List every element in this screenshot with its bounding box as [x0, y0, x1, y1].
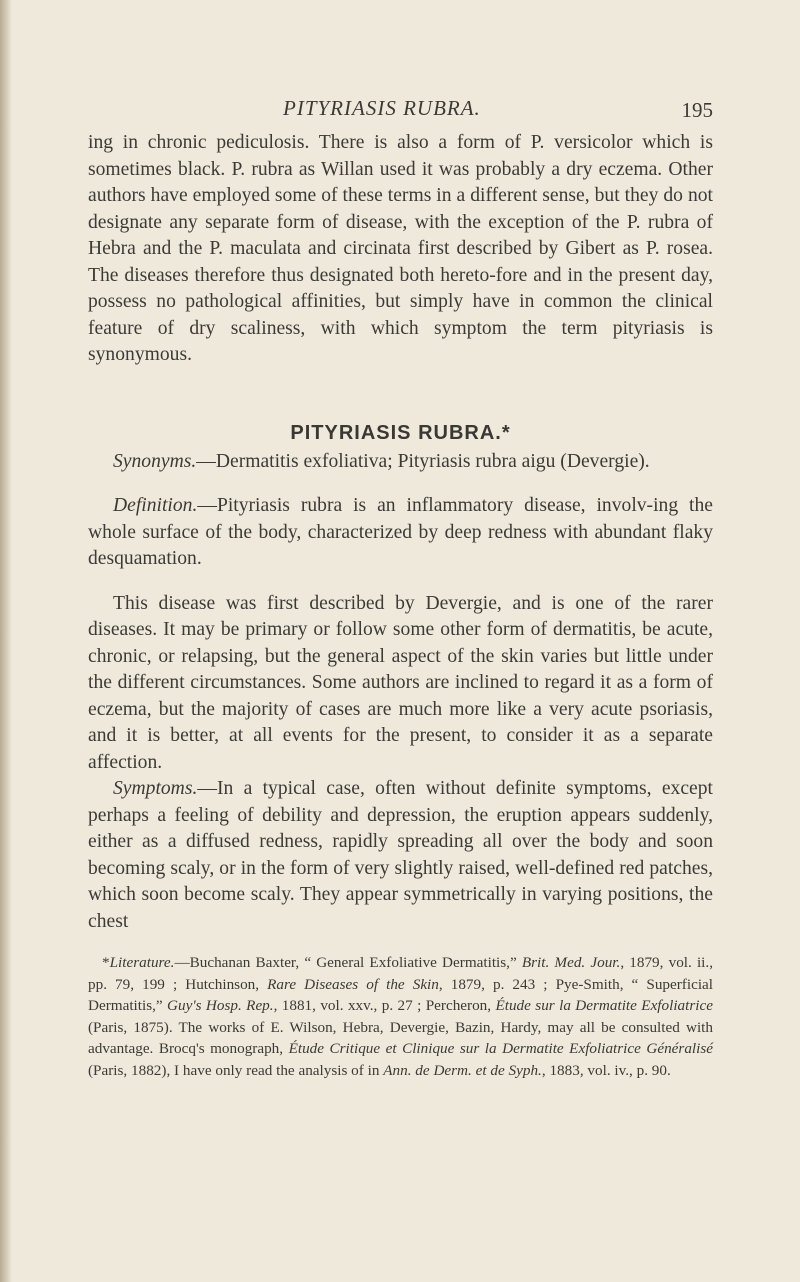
symptoms-text: —In a typical case, often without definite symptoms, except perhaps a feeling of debility and depression, the eruption appears suddenly, either as a diffused redness, rapidly spreading all over the body and soon becoming scaly, or in the form of very slightly raised, well-defined red patches, which soon become scaly. They appear symmetrically in varying positions, the chest — [88, 778, 713, 932]
footnote-citation-3: Guy's Hosp. Rep. — [167, 997, 274, 1014]
footnote-text-6: (Paris, 1882), I have only read the analysis of in — [88, 1061, 384, 1079]
footnote-label: Literature. — [109, 954, 175, 971]
definition-text: —Pityriasis rubra is an inflammatory disease, involv-ing the whole surface of the body, characterized by deep redness with abundant flaky desquamation. — [88, 495, 713, 569]
running-title: PITYRIASIS RUBRA. — [283, 96, 481, 120]
synonyms-label: Synonyms. — [113, 450, 197, 472]
footnote-star: * — [102, 954, 110, 971]
footnote-text-3: , 1879, p. 243 ; Pye-Smith, “ Superficial Dermatitis,” — [88, 975, 714, 1014]
footnote — [88, 952, 713, 1081]
paragraph-first-described: This disease was first described by Devergie, and is one of the rarer diseases. It may be primary or follow some other form of dermatitis, be acute, chronic, or relapsing, but the general aspect of the skin varies but little under the different circumstances. Some authors are inclined to regard it as a form of eczema, but the majority of cases are much more like a very acute psoriasis, and it is better, at all events for the present, to consider it as a separate affection. — [88, 592, 713, 773]
symptoms-label: Symptoms. — [113, 778, 198, 799]
footnote-citation-2: Rare Diseases of the Skin — [267, 975, 439, 993]
footnote-text-1: —Buchanan Baxter, “ General Exfoliative Dermatitis,” — [174, 954, 522, 971]
footnote-citation-4: Étude sur la Dermatite Exfoliatrice — [495, 997, 713, 1014]
paragraph-intro: ing in chronic pediculosis. There is also a form of P. versicolor which is sometimes black. P. rubra as Willan used it was probably a dry eczema. Other authors have employed some of these terms in a different sense, but they do not designate any separate form of disease, with the exception of the P. rubra of Hebra and the P. maculata and circinata first described by Gibert as P. rosea. The diseases therefore thus designated both hereto-fore and in the present day, possess no pathological affinities, but simply have in common the clinical feature of dry scaliness, with which symptom the term pityriasis is synonymous. — [88, 132, 713, 365]
definition-label: Definition. — [113, 495, 198, 516]
footnote-text-5: (Paris, 1875). The works of E. Wilson, Hebra, Devergie, Bazin, Hardy, may all be consulted with advantage. Brocq's monograph, — [88, 1018, 713, 1057]
footnote-citation-6: Ann. de Derm. et de Syph. — [383, 1061, 542, 1079]
page-binding-edge — [0, 0, 12, 1282]
page-number: 195 — [681, 98, 713, 122]
footnote-text-2: , 1879, vol. ii., pp. 79, 199 ; Hutchinson, — [88, 954, 713, 993]
running-head — [88, 96, 713, 130]
footnote-text-7: , 1883, vol. iv., p. 90. — [541, 1061, 671, 1079]
synonyms-paragraph — [88, 449, 713, 476]
footnote-citation-1: Brit. Med. Jour. — [521, 954, 621, 971]
footnote-citation-5: Étude Critique et Clinique sur la Dermatite Exfoliatrice Généralisé — [288, 1040, 713, 1057]
synonyms-text: —Dermatitis exfoliativa; Pityriasis rubra aigu (Devergie). — [196, 450, 650, 472]
definition-paragraph — [88, 493, 713, 573]
symptoms-paragraph — [88, 776, 713, 935]
section-heading: PITYRIASIS RUBRA.* — [290, 421, 511, 444]
footnote-text-4: , 1881, vol. xxv., p. 27 ; Percheron, — [273, 997, 496, 1014]
book-page — [88, 96, 713, 1096]
